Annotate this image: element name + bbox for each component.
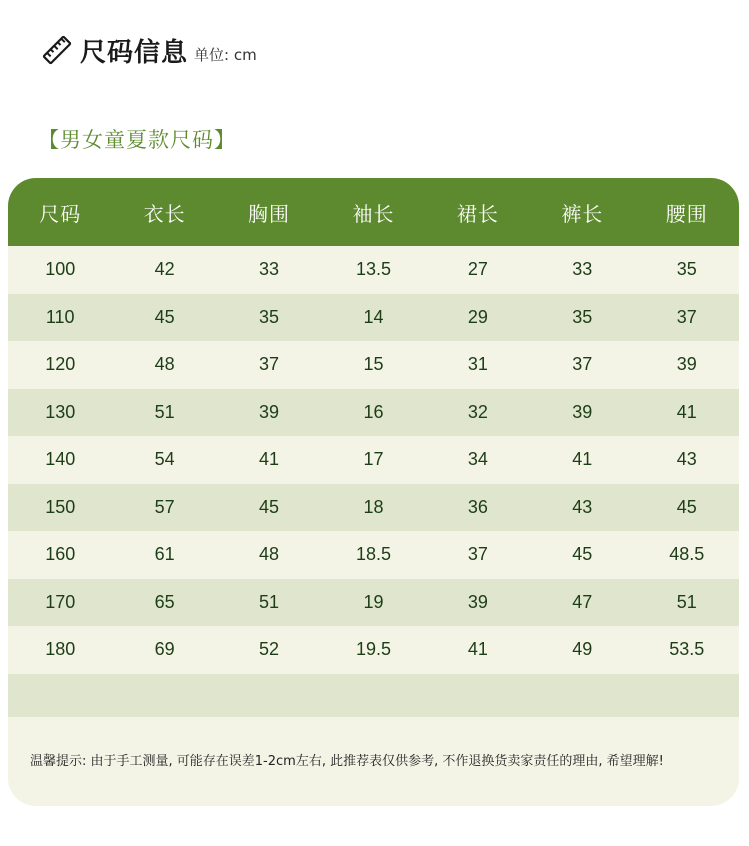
table-cell: 120	[45, 354, 76, 375]
table-cell: 48.5	[669, 544, 705, 565]
table-cell: 180	[45, 639, 76, 660]
table-cell: 150	[45, 496, 76, 517]
table-cell: 48	[154, 354, 175, 375]
table-cell: 41	[572, 449, 593, 470]
table-cell: 49	[572, 639, 593, 660]
table-cell: 19.5	[355, 639, 391, 660]
table-cell: 61	[154, 544, 175, 565]
size-table	[8, 178, 739, 806]
table-cell: 18.5	[355, 544, 391, 565]
table-cell: 35	[259, 306, 280, 327]
table-cell: 13.5	[355, 259, 391, 280]
table-cell: 41	[259, 449, 280, 470]
table-cell: 43	[572, 496, 593, 517]
table-cell: 65	[154, 591, 175, 612]
table-cell: 54	[154, 449, 175, 470]
table-cell: 160	[45, 544, 76, 565]
column-header: 裙长	[456, 201, 499, 226]
table-cell: 39	[572, 401, 593, 422]
table-row	[8, 436, 739, 484]
table-cell: 18	[363, 496, 384, 517]
table-cell: 100	[45, 259, 76, 280]
table-cell: 36	[467, 496, 488, 517]
table-cell: 52	[259, 639, 280, 660]
table-cell: 45	[676, 496, 697, 517]
table-cell: 29	[467, 306, 488, 327]
table-cell: 170	[45, 591, 76, 612]
table-cell: 39	[676, 354, 697, 375]
table-row	[8, 341, 739, 389]
table-row	[8, 246, 739, 294]
table-header	[8, 178, 739, 246]
column-header: 裤长	[561, 201, 604, 226]
table-cell: 45	[572, 544, 593, 565]
table-cell: 37	[467, 544, 488, 565]
table-cell: 51	[259, 591, 280, 612]
column-header: 尺码	[39, 201, 82, 226]
column-header: 腰围	[665, 201, 708, 226]
disclaimer-note: 温馨提示: 由于手工测量, 可能存在误差1-2cm左右, 此推荐表仅供参考, 不作退换货卖家责任的理由, 希望理解!	[8, 717, 739, 802]
table-row	[8, 579, 739, 627]
table-cell: 41	[676, 401, 697, 422]
table-row	[8, 531, 739, 579]
table-cell: 69	[154, 639, 175, 660]
table-cell: 37	[676, 306, 697, 327]
table-cell: 57	[154, 496, 175, 517]
table-cell: 35	[572, 306, 593, 327]
table-row	[8, 484, 739, 532]
table-cell: 33	[259, 259, 280, 280]
table-body	[8, 246, 739, 674]
table-row	[8, 294, 739, 342]
section-subtitle: 【男女童夏款尺码】	[38, 128, 236, 152]
table-cell: 110	[45, 306, 75, 327]
table-cell: 15	[363, 354, 384, 375]
page-header	[40, 30, 257, 70]
table-cell: 31	[467, 354, 488, 375]
table-row	[8, 389, 739, 437]
table-cell: 45	[259, 496, 280, 517]
table-cell: 39	[259, 401, 280, 422]
table-cell: 130	[45, 401, 76, 422]
table-blank-row	[8, 674, 739, 717]
table-cell: 43	[676, 449, 697, 470]
table-cell: 16	[363, 401, 384, 422]
table-cell: 47	[572, 591, 593, 612]
table-cell: 37	[259, 354, 280, 375]
table-cell: 33	[572, 259, 593, 280]
table-row	[8, 626, 739, 674]
table-cell: 140	[45, 449, 76, 470]
table-cell: 45	[154, 306, 175, 327]
table-cell: 39	[467, 591, 488, 612]
table-cell: 19	[363, 591, 384, 612]
column-header: 胸围	[248, 201, 291, 226]
page-title: 尺码信息	[80, 37, 189, 68]
table-cell: 17	[363, 449, 384, 470]
table-cell: 27	[467, 259, 488, 280]
table-cell: 35	[676, 259, 697, 280]
table-cell: 51	[154, 401, 175, 422]
column-header: 袖长	[352, 201, 395, 226]
table-cell: 34	[467, 449, 488, 470]
table-cell: 53.5	[669, 639, 705, 660]
column-header: 衣长	[143, 201, 186, 226]
table-cell: 41	[467, 639, 488, 660]
table-cell: 37	[572, 354, 593, 375]
unit-label: 单位: cm	[194, 45, 257, 64]
table-cell: 32	[467, 401, 488, 422]
table-cell: 48	[259, 544, 280, 565]
table-cell: 14	[363, 306, 384, 327]
table-cell: 51	[676, 591, 697, 612]
table-cell: 42	[154, 259, 175, 280]
ruler-icon	[40, 33, 74, 67]
